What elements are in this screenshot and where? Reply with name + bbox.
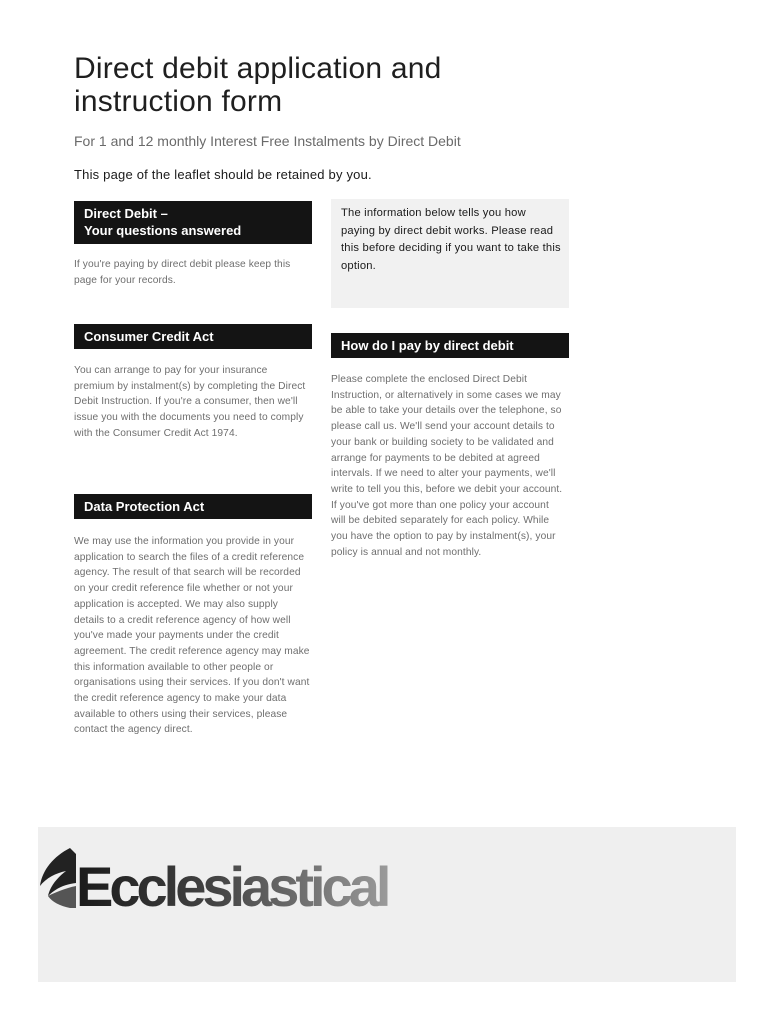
page-subtitle: For 1 and 12 monthly Interest Free Instalments by Direct Debit bbox=[74, 133, 461, 149]
page-title: Direct debit application and instruction form bbox=[74, 52, 442, 118]
data-protection-heading: Data Protection Act bbox=[74, 494, 312, 519]
ecclesiastical-logo bbox=[36, 846, 396, 916]
questions-heading bbox=[74, 201, 312, 244]
questions-text: If you're paying by direct debit please keep this page for your records. bbox=[74, 259, 291, 286]
how-to-pay-heading: How do I pay by direct debit bbox=[331, 333, 569, 358]
questions-heading-line1: Direct Debit – bbox=[84, 206, 168, 221]
wing-icon bbox=[40, 848, 76, 908]
logo-text: Ecclesiastical bbox=[76, 855, 388, 916]
consumer-credit-text: You can arrange to pay for your insurance premium by instalment(s) by completing the Direct Debit Instruction. If you're a consumer, then we'll issue you with the documents you need to comply with the Consumer Credit Act 1974. bbox=[74, 365, 306, 439]
consumer-credit-heading: Consumer Credit Act bbox=[74, 324, 312, 349]
questions-heading-line2: Your questions answered bbox=[84, 223, 242, 238]
how-to-pay-text: Please complete the enclosed Direct Debit Instruction, or alternatively in some cases we may be able to take your details over the telephone, so please call us. We'll send your account details to your bank or building society to be validated and arrange for payments to be debited at agreed intervals. If we need to alter your payments, we'll write to tell you this, before we debit your account. If you've got more than one policy your account will be debited separately for each policy. While you have the option to pay by instalment(s), your policy is annual and not monthly. bbox=[331, 374, 563, 558]
retain-notice: This page of the leaflet should be retained by you. bbox=[74, 167, 372, 182]
info-box-text: The information below tells you how paying by direct debit works. Please read this before deciding if you want to take this option. bbox=[341, 207, 561, 272]
data-protection-text: We may use the information you provide in your application to search the files of a credit reference agency. The result of that search will be recorded on your credit reference file whether or not your application is accepted. We may also supply details to a credit reference agency of how well you've made your payments under the credit agreement. The credit reference agency may make this information available to other people or organisations using their services. If you don't want the credit reference agency to make your data available to others using their services, please contact the agency direct. bbox=[74, 536, 310, 736]
